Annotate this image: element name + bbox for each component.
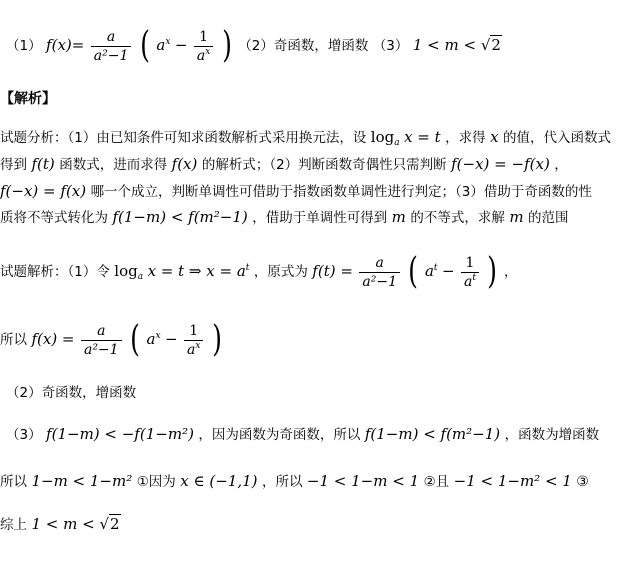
inverse-fraction: $\frac{1}{a^x}$ [194, 28, 213, 65]
analysis-line-1: 试题分析：（1）由已知条件可知求函数解析式采用换元法，设 $\log_a x = t$ ，求得 x 的值，代入函数式 [0, 128, 611, 148]
part1-label: （1） [6, 38, 42, 54]
analysis-line-4: 质将不等式转化为 f(1−m) < f(m²−1) ，借助于单调性可得到 m 的不等式，求解 m 的范围 [0, 208, 569, 226]
answer-line: （1） f(x)= $\frac{a}{\text{a²−1}}$ ( $a^x$ − $\frac{1}{a^x}$ ) （2）奇函数，增函数 （3） 1 < m < √2 [6, 25, 501, 66]
analysis-line-2: 得到 f(t) 函数式，进而求得 f(x) 的解析式；（2）判断函数奇偶性只需判断 f(−x) = −f(x) ， [0, 155, 568, 173]
solution-line-6: 综上 1 < m < √2 [0, 515, 120, 533]
solution-line-4: （3） f(1−m) < −f(1−m²) ，因为函数为奇函数，所以 f(1−m) < f(m²−1) ，函数为增函数 [6, 425, 600, 443]
solution-line-2: 所以 f(x) = $\frac{a}{\text{a²−1}}$ ( $a^x$ − $\frac{1}{a^x}$ ) [0, 319, 222, 360]
range-answer: 1 < m < [412, 36, 481, 54]
part3-label: （3） [372, 38, 409, 54]
solution-line-5: 所以 1−m < 1−m² ①因为 x ∈ (−1,1) ，所以 −1 < 1−m < 1 ②且 −1 < 1−m² < 1 ③ [0, 472, 589, 490]
part2-answer: （2）奇函数，增函数 [238, 38, 369, 54]
analysis-line-3: f(−x) = f(x) 哪一个成立，判断单调性可借助于指数函数单调性进行判定；（3）借助于奇函数的性 [0, 182, 592, 200]
analysis-heading: 【解析】 [0, 91, 56, 107]
solution-line-3: （2）奇函数，增函数 [6, 385, 137, 401]
f-lhs: f(x)= [46, 36, 85, 54]
coef-fraction: $\frac{a}{\text{a²−1}}$ [91, 28, 132, 65]
solution-line-1: 试题解析：（1）令 $\log_a x = t$ ⇒ $x = a^t$ ，原式为 f(t) = $\frac{a}{\text{a²−1}}$ ( $a^t$ − $\frac{1}{a^t}$ ) ， [0, 251, 518, 292]
